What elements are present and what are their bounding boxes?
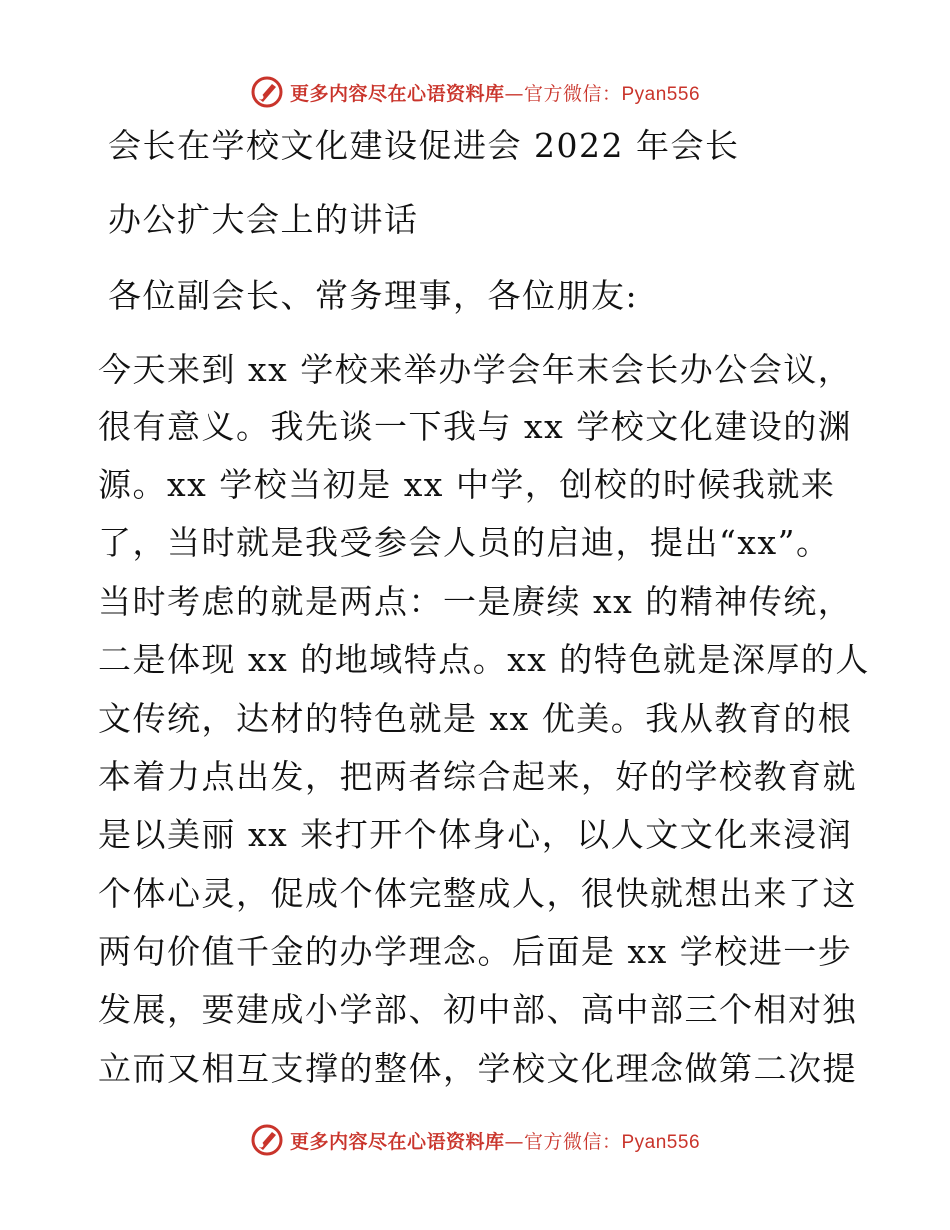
body-line: 个体心灵，促成个体完整成人，很快就想出来了这 (98, 874, 857, 913)
watermark-text (290, 79, 700, 106)
watermark-separator: — (504, 1130, 524, 1153)
watermark-wechat-id: Pyan556 (621, 1131, 701, 1153)
watermark-banner-bottom (0, 1120, 950, 1160)
body-line: 了，当时就是我受参会人员的启迪，提出“xx”。 (98, 523, 831, 562)
watermark-main-text: 更多内容尽在心语资料库 (289, 1130, 505, 1153)
body-line: 立而又相互支撑的整体，学校文化理念做第二次提 (98, 1049, 857, 1088)
watermark-main-text: 更多内容尽在心语资料库 (289, 82, 505, 105)
brand-logo-icon (250, 75, 284, 109)
body-line: 源。xx 学校当初是 xx 中学，创校的时候我就来 (98, 465, 836, 504)
document-title-line-2: 办公扩大会上的讲话 (108, 200, 419, 239)
body-line: 很有意义。我先谈一下我与 xx 学校文化建设的渊 (98, 407, 853, 446)
body-line: 当时考虑的就是两点：一是赓续 xx 的精神传统， (98, 582, 853, 621)
body-line: 是以美丽 xx 来打开个体身心，以人文文化来浸润 (98, 815, 853, 854)
watermark-label: 官方微信： (523, 82, 622, 105)
watermark-separator: — (504, 82, 524, 105)
body-line: 发展，要建成小学部、初中部、高中部三个相对独 (98, 990, 857, 1029)
watermark-wechat-id: Pyan556 (621, 83, 701, 105)
body-line: 两句价值千金的办学理念。后面是 xx 学校进一步 (98, 932, 853, 971)
salutation: 各位副会长、常务理事，各位朋友: (108, 276, 639, 315)
watermark-text (290, 1127, 700, 1154)
body-line: 本着力点出发，把两者综合起来，好的学校教育就 (98, 757, 857, 796)
body-line: 今天来到 xx 学校来举办学会年末会长办公会议， (98, 350, 853, 389)
body-line: 二是体现 xx 的地域特点。xx 的特色就是深厚的人 (98, 640, 870, 679)
watermark-banner-top (0, 72, 950, 112)
document-title-line-1: 会长在学校文化建设促进会 2022 年会长 (108, 126, 740, 165)
watermark-label: 官方微信： (523, 1130, 622, 1153)
brand-logo-icon (250, 1123, 284, 1157)
body-line: 文传统，达材的特色就是 xx 优美。我从教育的根 (98, 699, 853, 738)
